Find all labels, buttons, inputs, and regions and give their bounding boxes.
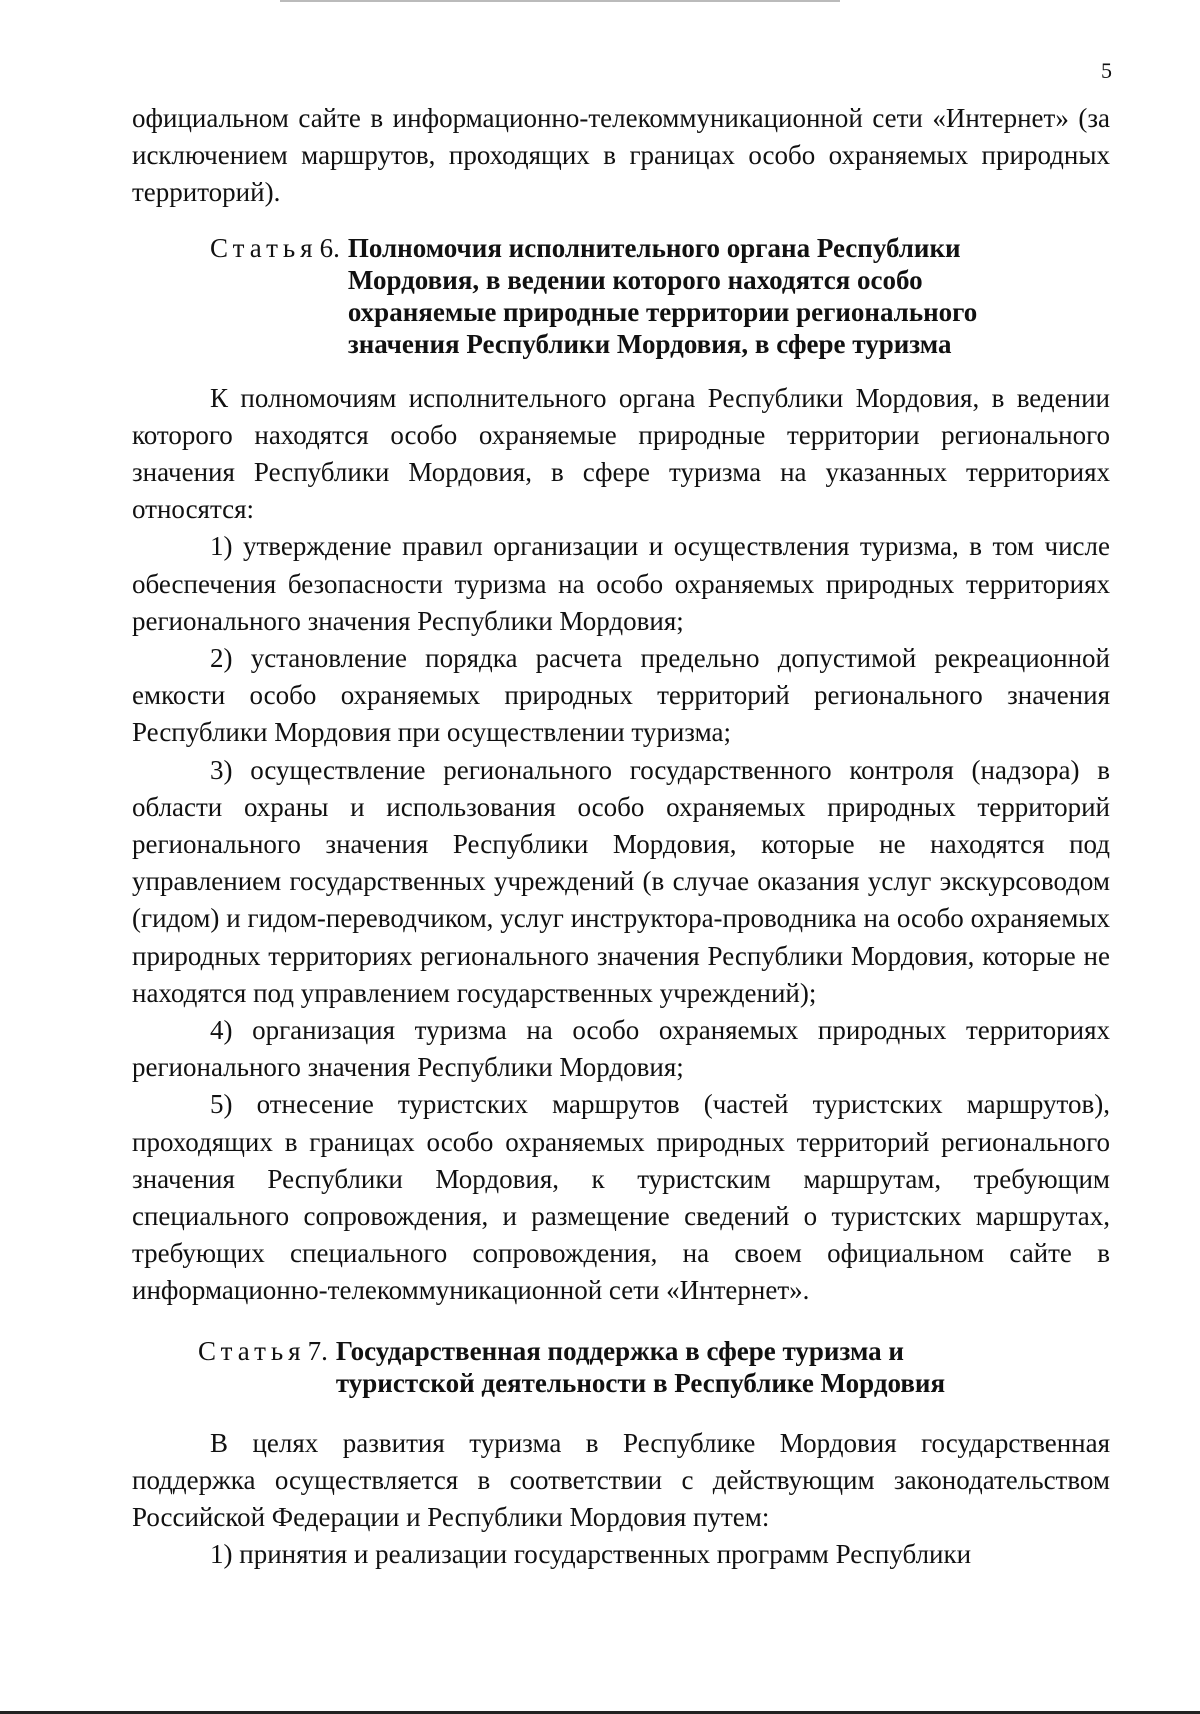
article-6-label: Статья [210,232,318,263]
document-body [132,100,1110,1574]
article-6-item-2: 2) установление порядка расчета предельно допустимой рекреационной емкости особо охраняемых природных территорий регионального значения Республики Мордовия при осуществлении туризма; [132,643,1110,748]
article-6-paragraph: К полномочиям исполнительного органа Республики Мордовия, в ведении которого находятся особо охраняемые природные территории регионального значения Республики Мордовия, в сфере туризма на указанных территориях относятся: [132,382,1110,525]
article-6-title: Полномочия исполнительного органа Республики Мордовия, в ведении которого находятся особо охраняемые природные территории регионального значения Республики Мордовия, в сфере туризма [347,232,978,359]
scan-edge-top [280,0,840,2]
article-7-title: Государственная поддержка в сфере туризма и туристской деятельности в Республике Мордовия [335,1335,946,1398]
article-6-item-4: 4) организация туризма на особо охраняемых природных территориях регионального значения Республики Мордовия; [132,1015,1110,1083]
article-6-item-5: 5) отнесение туристских маршрутов (частей туристских маршрутов), проходящих в границах особо охраняемых природных территорий регионального значения Республики Мордовия, к туристским маршрутам, требующим специального сопровождения, и размещение сведений о туристских маршрутах, требующих специального сопровождения, на своем официальном сайте в информационно-телекоммуникационной сети «Интернет». [132,1089,1110,1306]
article-6-item-3: 3) осуществление регионального государственного контроля (надзора) в области охраны и использования особо охраняемых природных территорий регионального значения Республики Мордовия, которые не находятся под управлением государственных учреждений (в случае оказания услуг экскурсоводом (гидом) и гидом-переводчиком, услуг инструктора-проводника на особо охраняемых природных территориях регионального значения Республики Мордовия, которые не находятся под управлением государственных учреждений); [132,754,1110,1008]
article-7-paragraph: В целях развития туризма в Республике Мордовия государственная поддержка осуществляется в соответствии с действующим законодательством Российской Федерации и Республики Мордовия путем: [132,1427,1110,1533]
article-7-heading [198,1335,958,1399]
article-7-item-1: 1) принятия и реализации государственных программ Республики [210,1539,972,1570]
article-7-label: Статья [198,1335,306,1366]
page-number: 5 [1101,58,1112,83]
article-6-heading [210,232,1030,360]
article-6-item-1: 1) утверждение правил организации и осуществления туризма, в том числе обеспечения безопасности туризма на особо охраняемых природных территориях регионального значения Республики Мордовия; [132,531,1110,636]
article-6-number: 6. [319,232,340,263]
article-7-number: 7. [307,1335,328,1366]
intro-paragraph: официальном сайте в информационно-телекоммуникационной сети «Интернет» (за исключением маршрутов, проходящих в границах особо охраняемых природных территорий). [132,103,1110,208]
